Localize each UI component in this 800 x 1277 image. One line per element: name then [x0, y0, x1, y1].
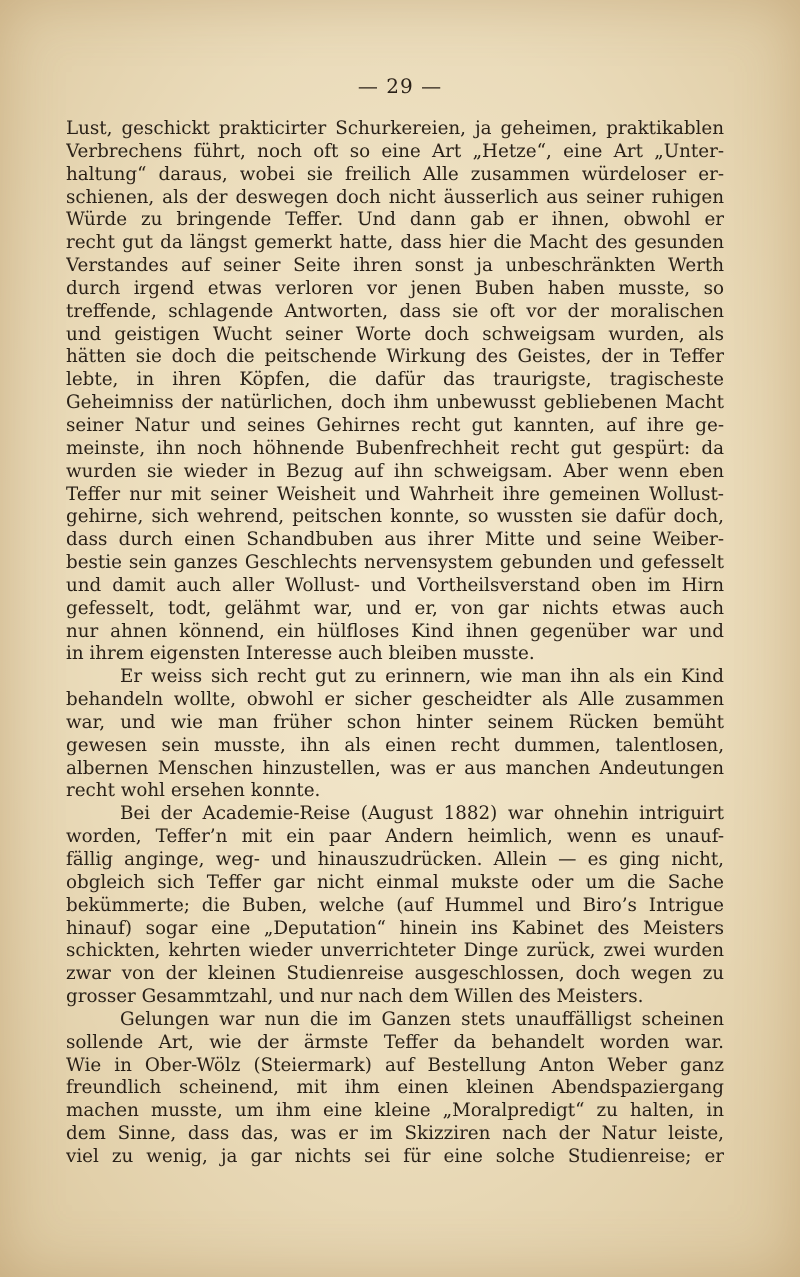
- text-line: gefesselt, todt, gelähmt war, und er, von gar nichts etwas auch: [66, 597, 724, 619]
- text-line: und damit auch aller Wollust- und Vortheilsverstand oben im Hirn: [66, 574, 724, 596]
- text-line: Er weiss sich recht gut zu erinnern, wie man ihn als ein Kind: [120, 666, 724, 688]
- text-line: Lust, geschickt prakticirter Schurkereien, ja geheimen, praktikablen: [66, 118, 724, 139]
- text-line: zwar von der kleinen Studienreise ausgeschlossen, doch wegen zu: [66, 963, 724, 985]
- text-line: hinauf) sogar eine „Deputation“ hinein ins Kabinet des Meisters: [66, 917, 724, 939]
- text-line: grosser Gesammtzahl, und nur nach dem Willen des Meisters.: [66, 986, 644, 1008]
- text-line: bestie sein ganzes Geschlechts nervensystem gebunden und gefesselt: [66, 552, 724, 574]
- text-line: machen musste, um ihm eine kleine „Moralpredigt“ zu halten, in: [66, 1100, 724, 1122]
- text-line: freundlich scheinend, mit ihm einen kleinen Abendspaziergang: [66, 1077, 724, 1099]
- text-line: und geistigen Wucht seiner Worte doch schweigsam wurden, als: [66, 323, 724, 345]
- text-line: schickten, kehrten wieder unverrichteter Dinge zurück, zwei wurden: [66, 940, 724, 962]
- text-line: schienen, als der deswegen doch nicht äusserlich aus seiner ruhigen: [66, 186, 724, 208]
- text-line: Geheimniss der natürlichen, doch ihm unbewusst gebliebenen Macht: [66, 392, 724, 414]
- text-line: seiner Natur und seines Gehirnes recht gut kannten, auf ihre ge-: [66, 414, 724, 436]
- text-line: sollende Art, wie der ärmste Teffer da behandelt worden war.: [66, 1031, 724, 1053]
- text-line: bekümmerte; die Buben, welche (auf Hummel und Biro’s Intrigue: [66, 894, 724, 916]
- text-line: albernen Menschen hinzustellen, was er aus manchen Andeutungen: [66, 757, 724, 779]
- text-line: hätten sie doch die peitschende Wirkung des Geistes, der in Teffer: [66, 346, 724, 368]
- text-line: recht gut da längst gemerkt hatte, dass hier die Macht des gesunden: [66, 232, 724, 254]
- page-number: — 29 —: [357, 74, 443, 98]
- text-line: worden, Teffer’n mit ein paar Andern heimlich, wenn es unauf-: [66, 826, 724, 848]
- text-line: Würde zu bringende Teffer. Und dann gab er ihnen, obwohl er: [66, 209, 724, 231]
- text-line: in ihrem eigensten Interesse auch bleiben musste.: [66, 643, 535, 665]
- text-line: gehirne, sich wehrend, peitschen konnte, so wussten sie dafür doch,: [66, 506, 724, 528]
- text-line: wurden sie wieder in Bezug auf ihn schweigsam. Aber wenn eben: [66, 460, 724, 482]
- text-line: recht wohl ersehen konnte.: [66, 780, 321, 802]
- text-line: Bei der Academie-Reise (August 1882) war ohnehin intriguirt: [120, 803, 724, 825]
- text-line: treffende, schlagende Antworten, dass sie oft vor der moralischen: [66, 300, 724, 322]
- text-line: Wie in Ober-Wölz (Steiermark) auf Bestellung Anton Weber ganz: [66, 1054, 724, 1076]
- text-line: obgleich sich Teffer gar nicht einmal mukste oder um die Sache: [66, 871, 724, 893]
- text-line: Verbrechens führt, noch oft so eine Art „Hetze“, eine Art „Unter-: [66, 140, 724, 162]
- text-line: gewesen sein musste, ihn als einen recht dummen, talentlosen,: [66, 734, 724, 756]
- text-line: fällig anginge, weg- und hinauszudrücken. Allein — es ging nicht,: [66, 849, 724, 870]
- body-text: [66, 118, 724, 1169]
- text-line: behandeln wollte, obwohl er sicher gescheidter als Alle zusammen: [66, 689, 724, 711]
- text-line: Gelungen war nun die im Ganzen stets unauffälligst scheinen: [120, 1008, 724, 1030]
- text-line: haltung“ daraus, wobei sie freilich Alle zusammen würdeloser er-: [66, 163, 724, 185]
- text-line: durch irgend etwas verloren vor jenen Buben haben musste, so: [66, 277, 724, 299]
- text-line: lebte, in ihren Köpfen, die dafür das traurigste, tragischeste: [66, 369, 724, 391]
- text-line: meinste, ihn noch höhnende Bubenfrechheit recht gut gespürt: da: [66, 437, 724, 459]
- text-line: dass durch einen Schandbuben aus ihrer Mitte und seine Weiber-: [66, 529, 724, 551]
- text-line: dem Sinne, dass das, was er im Skizziren nach der Natur leiste,: [66, 1123, 724, 1145]
- text-line: war, und wie man früher schon hinter seinem Rücken bemüht: [66, 711, 724, 733]
- text-line: viel zu wenig, ja gar nichts sei für eine solche Studienreise; er: [66, 1145, 724, 1167]
- text-line: Teffer nur mit seiner Weisheit und Wahrheit ihre gemeinen Wollust-: [66, 483, 724, 505]
- text-line: Verstandes auf seiner Seite ihren sonst ja unbeschränkten Werth: [66, 255, 724, 277]
- text-line: nur ahnen könnend, ein hülfloses Kind ihnen gegenüber war und: [66, 620, 724, 642]
